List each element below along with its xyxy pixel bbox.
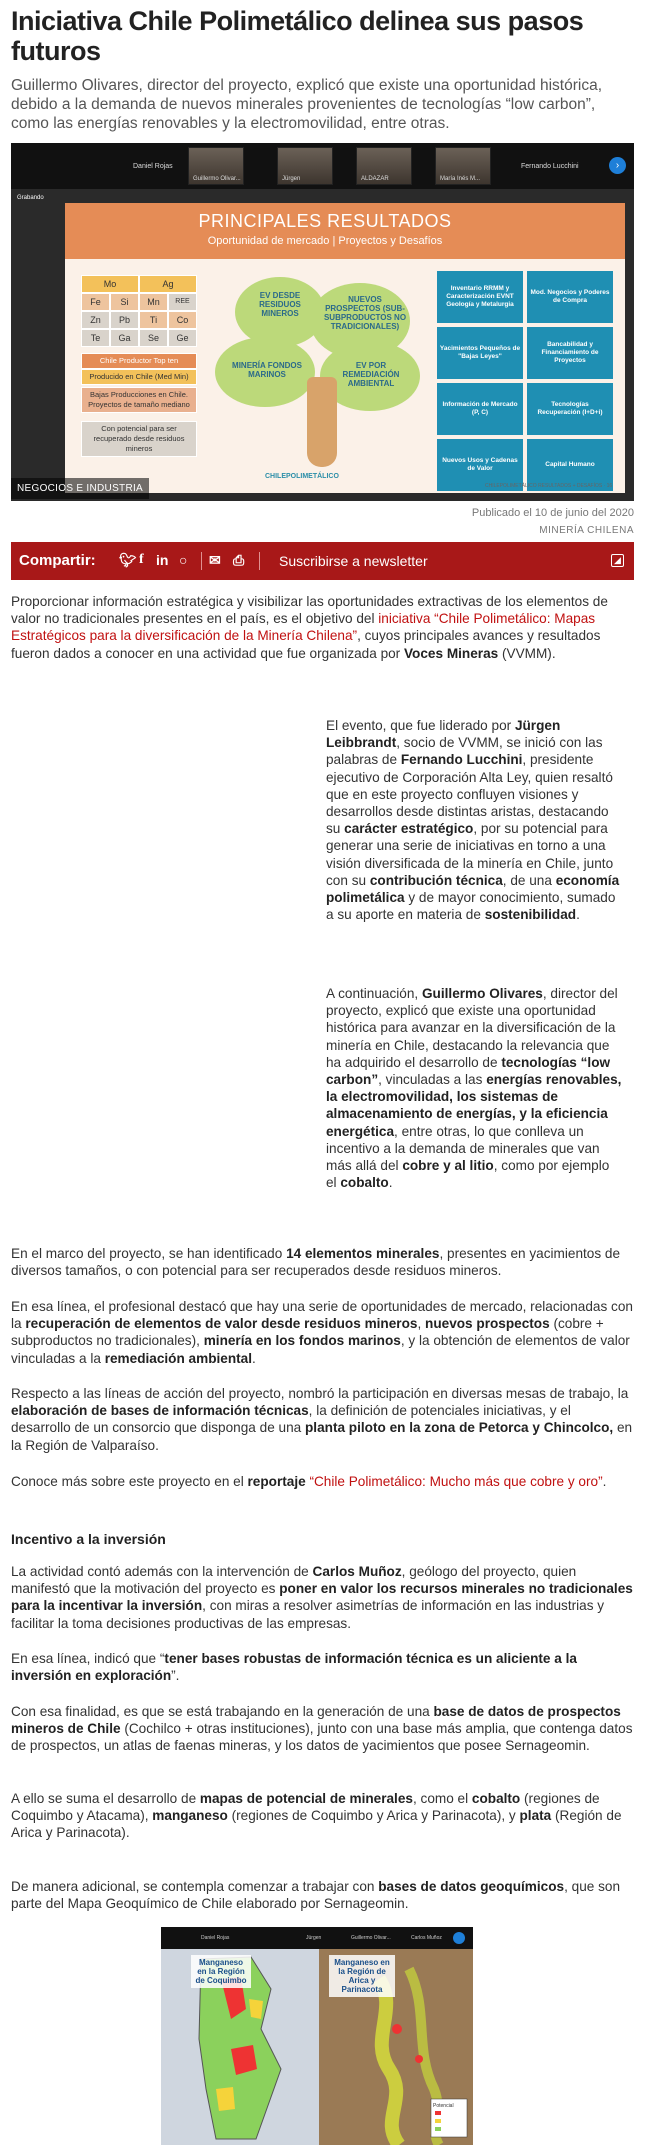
initiative-link[interactable]: iniciativa “Chile Polimetálico: Mapas Estratégicos para la diversificación de la Minería Chilena” bbox=[11, 611, 596, 644]
maps-image bbox=[161, 1927, 473, 2145]
body-paragraph: Respecto a las líneas de acción del proyecto, nombró la participación en diversas mesas de trabajo, la elaboración de bases de información técnicas, la definición de potenciales iniciativas, y el desarrollo de un consorcio que disponga de una planta piloto en la zona de Petorca y Chincolco, en la Región de Valparaíso. bbox=[11, 1386, 633, 1453]
element-cell: Co bbox=[168, 311, 197, 329]
map-title: Manganeso en la Región de Coquimbo bbox=[191, 1955, 251, 1988]
participant-video: Guillermo Olivar... bbox=[188, 147, 244, 185]
zoom-participants-bar bbox=[11, 143, 634, 189]
participant-name: Daniel Rojas bbox=[201, 1935, 230, 1941]
tree-label: EV POR REMEDIACIÓN AMBIENTAL bbox=[342, 361, 400, 388]
element-cell: Pb bbox=[110, 311, 139, 329]
section-subheading: Incentivo a la inversión bbox=[11, 1531, 166, 1547]
element-cell: Ag bbox=[139, 275, 197, 293]
result-box: Bancabilidad y Financiamiento de Proyectos bbox=[527, 327, 613, 379]
body-paragraph: Proporcionar información estratégica y visibilizar las oportunidades extractivas de los elementos de valor no tradicionales presentes en el país, es el objetivo del iniciativa “Chile Polimetálico: Mapas Estratégicos para la diversificación de la Minería Chilena”, cuyos principales avances y resultados fueron dados a conocer en una actividad que fue organizada por Voces Mineras (VVMM). bbox=[11, 594, 608, 661]
coquimbo-map bbox=[161, 1949, 319, 2145]
slide-subtitle: Oportunidad de mercado | Proyectos y Desafíos bbox=[207, 235, 443, 247]
element-cell: Zn bbox=[81, 311, 110, 329]
participant-name: Daniel Rojas bbox=[133, 163, 173, 170]
body-paragraph: En el marco del proyecto, se han identificado 14 elementos minerales, presentes en yacimientos de diversos tamaños, o con potencial para ser recuperados desde residuos mineros. bbox=[11, 1246, 621, 1279]
element-cell: Te bbox=[81, 329, 110, 347]
slide-title: PRINCIPALES RESULTADOS bbox=[198, 211, 452, 231]
result-box: Mod. Negocios y Poderes de Compra bbox=[527, 271, 613, 323]
tree-label: MINERÍA FONDOS MARINOS bbox=[232, 361, 302, 379]
body-paragraph: En esa línea, indicó que “tener bases robustas de información técnica es un aliciente a la inversión en exploración”. bbox=[11, 1651, 577, 1684]
facebook-icon[interactable]: f bbox=[139, 552, 144, 567]
report-link[interactable]: “Chile Polimetálico: Mucho más que cobre y oro” bbox=[305, 1474, 603, 1489]
slide-footer-note: CHILEPOLIMETÁLICO RESULTADOS + DESAFÍOS · 16 bbox=[485, 483, 613, 489]
legend-pill: Bajas Producciones en Chile. Proyectos de tamaño mediano bbox=[81, 387, 197, 413]
email-icon[interactable]: ✉︎ bbox=[209, 552, 221, 568]
legend-pill: Producido en Chile (Med Min) bbox=[81, 369, 197, 385]
participant-video: María Inés M... bbox=[435, 147, 491, 185]
tree-label: NUEVOS PROSPECTOS (SUB-SUBPRODUCTOS NO TRADICIONALES) bbox=[323, 295, 407, 331]
participant-video: ALDAZAR bbox=[356, 147, 412, 185]
source-label: MINERÍA CHILENA bbox=[539, 525, 634, 536]
publish-date: Publicado el 10 de junio del 2020 bbox=[471, 507, 634, 519]
element-cell: Mn bbox=[139, 293, 168, 311]
element-cell: Ti bbox=[139, 311, 168, 329]
element-cell: REE bbox=[168, 293, 197, 311]
element-cell: Fe bbox=[81, 293, 110, 311]
result-box: Capital Humano bbox=[527, 439, 613, 491]
body-paragraph: De manera adicional, se contempla comenzar a trabajar con bases de datos geoquímicos, que son parte del Mapa Geoquímico de Chile elaborado por Sernageomin. bbox=[11, 1879, 621, 1912]
periodic-elements-table bbox=[81, 275, 197, 347]
element-cell: Si bbox=[110, 293, 139, 311]
rss-icon[interactable]: ◢ bbox=[611, 554, 624, 567]
tree-label: EV DESDE RESIDUOS MINEROS bbox=[259, 291, 301, 318]
participant-name: Carlos Muñoz bbox=[411, 1935, 442, 1941]
newsletter-link[interactable]: Suscribirse a newsletter bbox=[279, 553, 428, 569]
element-cell: Ge bbox=[168, 329, 197, 347]
body-paragraph: Conoce más sobre este proyecto en el reportaje “Chile Polimetálico: Mucho más que cobre y oro”. bbox=[11, 1474, 607, 1489]
body-paragraph: A continuación, Guillermo Olivares, director del proyecto, explicó que existe una oportunidad histórica para avanzar en la diversificación de la minería en Chile, destacando la relevancia que ha adquirido el desarrollo de tecnologías “low carbon”, vinculadas a las energías renovables, la electromovilidad, los sistemas de almacenamiento de energías, y la eficiencia energética, entre otras, lo que conlleva un incentivo a la demanda de minerales que van más allá del cobre y al litio, como por ejemplo el cobalto. bbox=[326, 986, 622, 1191]
whatsapp-icon[interactable]: ○ bbox=[179, 552, 188, 568]
print-icon[interactable]: ⎙ bbox=[233, 552, 245, 568]
hero-image bbox=[11, 143, 634, 501]
result-box: Yacimientos Pequeños de "Bajas Leyes" bbox=[437, 327, 523, 379]
category-badge[interactable]: NEGOCIOS E INDUSTRIA bbox=[11, 478, 149, 499]
element-cell: Ga bbox=[110, 329, 139, 347]
result-box: Inventario RRMM y Caracterización EVNT Geología y Metalurgia bbox=[437, 271, 523, 323]
chilepolimetalico-logo: CHILEPOLIMETÁLICO bbox=[265, 473, 339, 480]
map-title: Manganeso en la Región de Arica y Parinacota bbox=[329, 1955, 395, 1997]
legend-pill: Chile Productor Top ten bbox=[81, 353, 197, 369]
twitter-icon[interactable]: 🐦︎ bbox=[119, 552, 137, 568]
body-paragraph: Con esa finalidad, es que se está trabajando en la generación de una base de datos de prospectos mineros de Chile (Cochilco + otras instituciones), junto con una base más amplia, que contenga datos de prospectos, un atlas de faenas mineras, y los datos de yacimientos que posee Sernageomin. bbox=[11, 1704, 633, 1754]
legend-title: Potencial bbox=[433, 2103, 454, 2109]
element-cell: Mo bbox=[81, 275, 139, 293]
arica-map bbox=[319, 1949, 473, 2145]
share-bar bbox=[11, 542, 634, 580]
body-paragraph: La actividad contó además con la intervención de Carlos Muñoz, geólogo del proyecto, quien manifestó que la motivación del proyecto es poner en valor los recursos minerales no tradicionales para la incentivar la inversión, con miras a resolver asimetrías de información en las industrias y facilitar la toma decisiones productivas de las empresas. bbox=[11, 1564, 633, 1631]
slide-banner bbox=[65, 203, 625, 259]
participant-name: Fernando Lucchini bbox=[521, 163, 579, 170]
presentation-slide bbox=[65, 203, 625, 493]
linkedin-icon[interactable]: in bbox=[156, 552, 169, 568]
participant-video: Jürgen bbox=[277, 147, 333, 185]
recording-label: Grabando bbox=[17, 195, 44, 201]
next-participants-icon[interactable] bbox=[453, 1932, 465, 1944]
result-box: Nuevos Usos y Cadenas de Valor bbox=[437, 439, 523, 491]
body-paragraph: El evento, que fue liderado por Jürgen Leibbrandt, socio de VVMM, se inició con las palabras de Fernando Lucchini, presidente ejecutivo de Corporación Alta Ley, quien resaltó que en este proyecto confluyen visiones y desarrollos desde distintas aristas, destacando su carácter estratégico, por su potencial para generar una serie de iniciativas en torno a una visión diversificada de la minería en Chile, junto con su contribución técnica, de una economía polimetálica y de mayor conocimiento, sumado a su aporte en materia de sostenibilidad. bbox=[326, 718, 620, 923]
legend-pill: Con potencial para ser recuperado desde residuos mineros bbox=[81, 421, 197, 457]
body-paragraph: En esa línea, el profesional destacó que hay una serie de oportunidades de mercado, relacionadas con la recuperación de elementos de valor desde residuos mineros, nuevos prospectos (cobre + subproductos no tradicionales), minería en los fondos marinos, y la obtención de elementos de valor vinculadas a la remediación ambiental. bbox=[11, 1299, 633, 1366]
article-lead: Guillermo Olivares, director del proyecto, explicó que existe una oportunidad histórica, debido a la demanda de nuevos minerales provenientes de tecnologías “low carbon”, como las energías renovables y la electromovilidad, entre otras. bbox=[11, 77, 603, 132]
article-title: Iniciativa Chile Polimetálico delinea sus pasos futuros bbox=[11, 6, 584, 66]
next-participants-icon[interactable]: › bbox=[609, 157, 626, 174]
result-box: Información de Mercado (P, C) bbox=[437, 383, 523, 435]
element-cell: Se bbox=[139, 329, 168, 347]
opportunity-tree bbox=[215, 277, 425, 477]
share-label: Compartir: bbox=[19, 552, 96, 569]
participant-name: Guillermo Olivar... bbox=[351, 1935, 391, 1941]
participant-name: Jürgen bbox=[306, 1935, 322, 1941]
result-box: Tecnologías Recuperación (I+D+i) bbox=[527, 383, 613, 435]
article bbox=[11, 6, 634, 580]
zoom-participants-bar bbox=[161, 1927, 473, 1949]
body-paragraph: A ello se suma el desarrollo de mapas de potencial de minerales, como el cobalto (regiones de Coquimbo y Atacama), manganeso (regiones de Coquimbo y Arica y Parinacota), y plata (Región de Arica y Parinacota). bbox=[11, 1791, 622, 1841]
